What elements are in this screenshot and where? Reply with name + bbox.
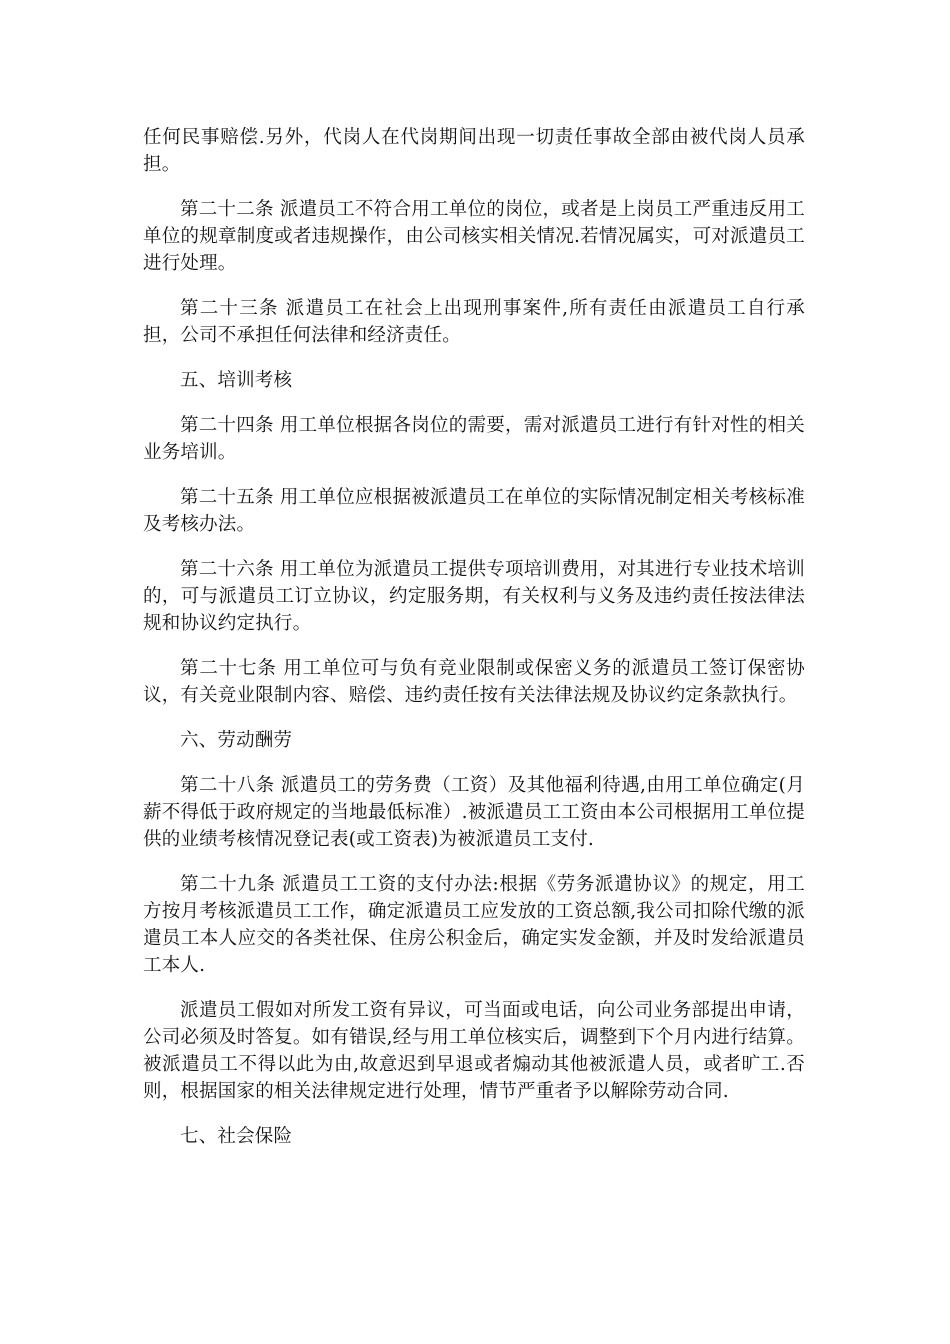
paragraph-article-29: 第二十九条 派遣员工工资的支付办法:根据《劳务派遣协议》的规定，用工方按月考核派遣员工工作，确定派遣员工应发放的工资总额,我公司扣除代缴的派遣员工本人应交的各类社保、住房公积金后，确定实发金额，并及时发给派遣员工本人.: [143, 874, 805, 976]
document-body: [143, 124, 805, 1168]
paragraph-article-24: 第二十四条 用工单位根据各岗位的需要，需对派遣员工进行有针对性的相关业务培训。: [143, 415, 805, 463]
paragraph-article-22: 第二十二条 派遣员工不符合用工单位的岗位，或者是上岗员工严重违反用工单位的规章制度或者违规操作，由公司核实相关情况.若情况属实，可对派遣员工进行处理。: [143, 199, 805, 274]
section-heading-remuneration: 六、劳动酬劳: [180, 730, 293, 751]
section-heading-social-insurance: 七、社会保险: [180, 1126, 293, 1147]
paragraph-article-28: 第二十八条 派遣员工的劳务费（工资）及其他福利待遇,由用工单位确定(月薪不得低于政府规定的当地最低标准）.被派遣员工工资由本公司根据用工单位提供的业绩考核情况登记表(或工资表)为被派遣员工支付.: [143, 775, 805, 850]
paragraph-article-27: 第二十七条 用工单位可与负有竞业限制或保密义务的派遣员工签订保密协议，有关竞业限制内容、赔偿、违约责任按有关法律法规及协议约定条款执行。: [143, 658, 805, 706]
paragraph-continuation: 任何民事赔偿.另外，代岗人在代岗期间出现一切责任事故全部由被代岗人员承担。: [143, 127, 805, 175]
paragraph-article-23: 第二十三条 派遣员工在社会上出现刑事案件,所有责任由派遣员工自行承担，公司不承担任何法律和经济责任。: [143, 298, 805, 346]
paragraph-article-25: 第二十五条 用工单位应根据被派遣员工在单位的实际情况制定相关考核标准及考核办法。: [143, 487, 805, 535]
paragraph-article-26: 第二十六条 用工单位为派遣员工提供专项培训费用，对其进行专业技术培训的，可与派遣员工订立协议，约定服务期，有关权利与义务及违约责任按法律法规和协议约定执行。: [143, 559, 805, 634]
paragraph-wage-dispute: 派遣员工假如对所发工资有异议，可当面或电话，向公司业务部提出申请，公司必须及时答复。如有错误,经与用工单位核实后，调整到下个月内进行结算。被派遣员工不得以此为由,故意迟到早退或者煽动其他被派遣人员，或者旷工.否则，根据国家的相关法律规定进行处理，情节严重者予以解除劳动合同.: [143, 1000, 805, 1102]
section-heading-training: 五、培训考核: [180, 370, 293, 391]
